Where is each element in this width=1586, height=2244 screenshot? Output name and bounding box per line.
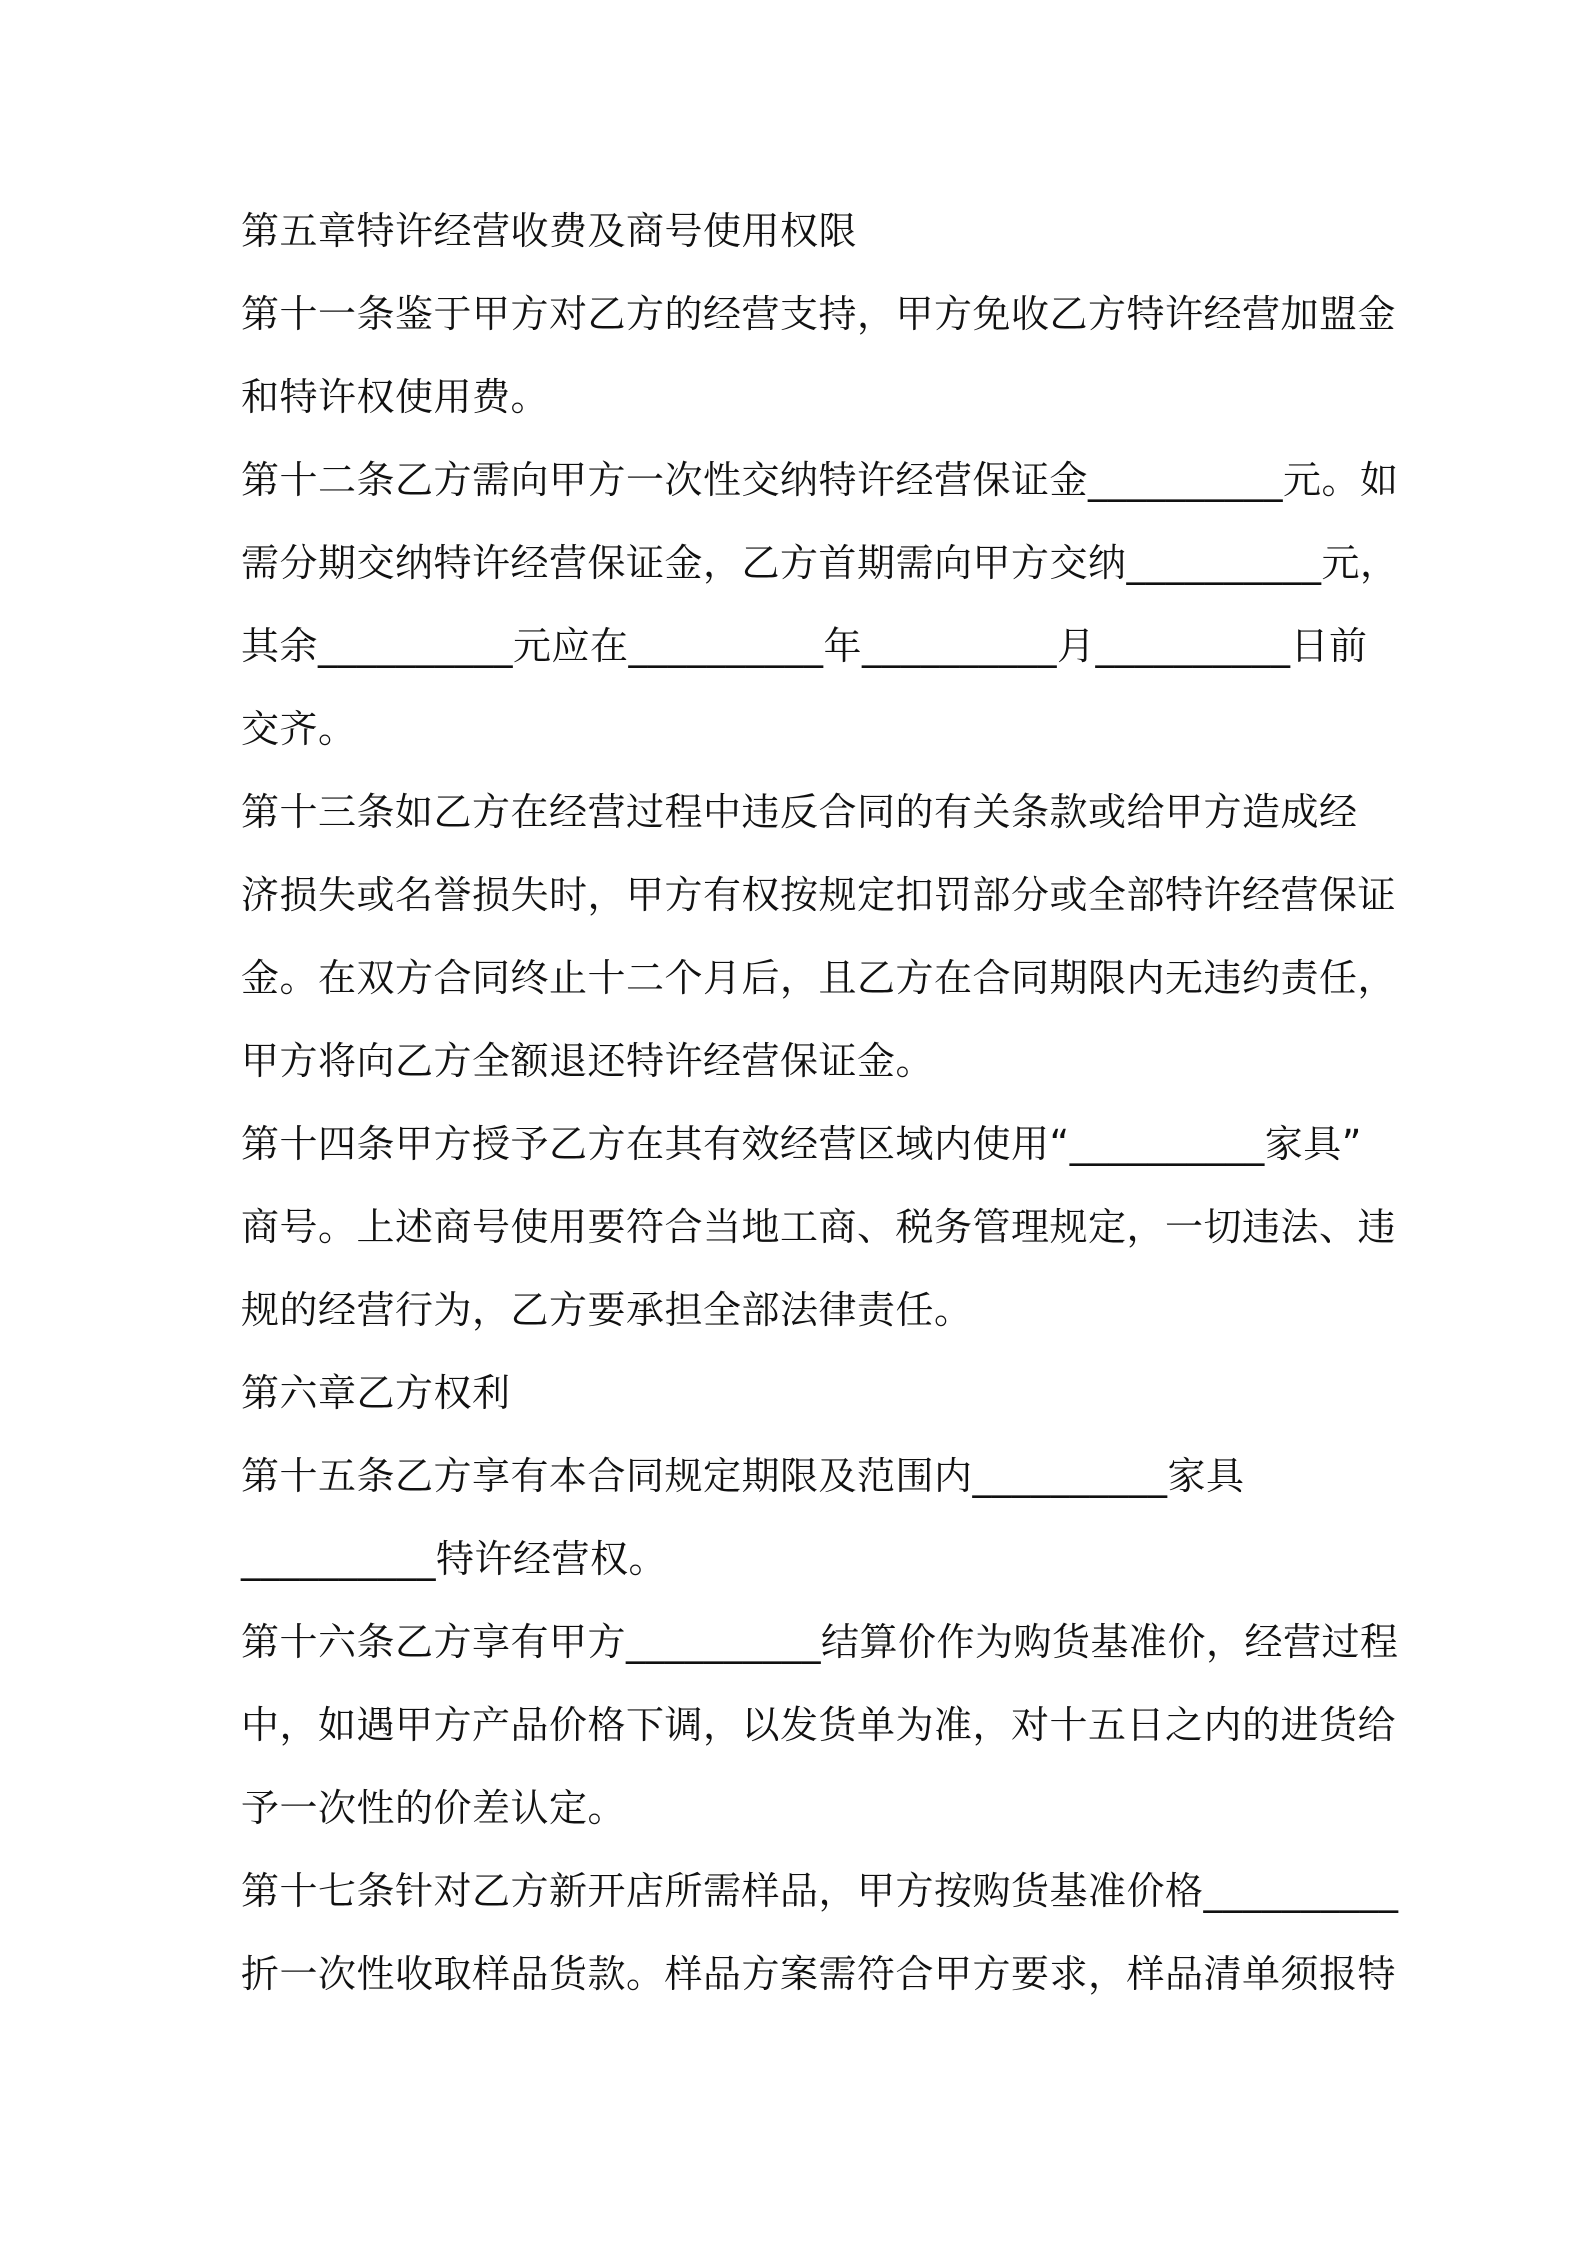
article-14-line-2: 商号。上述商号使用要符合当地工商、税务管理规定，一切违法、违 [241, 1205, 1397, 1249]
article-13-line-1: 第十三条如乙方在经营过程中违反合同的有关条款或给甲方造成经 [241, 790, 1358, 834]
article-15-line-1: 第十五条乙方享有本合同规定期限及范围内__________家具 [241, 1454, 1245, 1498]
chapter-5-heading: 第五章特许经营收费及商号使用权限 [241, 209, 858, 253]
article-15-line-2: __________特许经营权。 [241, 1537, 668, 1581]
article-12-line-4: 交齐。 [241, 707, 357, 751]
article-12-line-2: 需分期交纳特许经营保证金，乙方首期需向甲方交纳__________元， [241, 541, 1399, 585]
chapter-6-heading: 第六章乙方权利 [241, 1371, 511, 1415]
article-12-line-1: 第十二条乙方需向甲方一次性交纳特许经营保证金__________元。如 [241, 458, 1399, 502]
article-12-line-3: 其余__________元应在__________年__________月__________日前 [241, 624, 1368, 668]
article-11-line-1: 第十一条鉴于甲方对乙方的经营支持，甲方免收乙方特许经营加盟金 [241, 292, 1397, 336]
article-14-line-1: 第十四条甲方授予乙方在其有效经营区域内使用“__________家具” [241, 1122, 1362, 1166]
article-13-line-4: 甲方将向乙方全额退还特许经营保证金。 [241, 1039, 935, 1083]
article-16-line-1: 第十六条乙方享有甲方__________结算价作为购货基准价，经营过程 [241, 1620, 1399, 1664]
article-16-line-2: 中，如遇甲方产品价格下调，以发货单为准，对十五日之内的进货给 [241, 1703, 1397, 1747]
article-17-line-1: 第十七条针对乙方新开店所需样品，甲方按购货基准价格__________ [241, 1869, 1399, 1913]
article-14-line-3: 规的经营行为，乙方要承担全部法律责任。 [241, 1288, 973, 1332]
article-13-line-2: 济损失或名誉损失时，甲方有权按规定扣罚部分或全部特许经营保证 [241, 873, 1397, 917]
article-11-line-2: 和特许权使用费。 [241, 375, 550, 419]
article-16-line-3: 予一次性的价差认定。 [241, 1786, 627, 1830]
article-13-line-3: 金。在双方合同终止十二个月后，且乙方在合同期限内无违约责任， [241, 956, 1397, 1000]
article-17-line-2: 折一次性收取样品货款。样品方案需符合甲方要求，样品清单须报特 [241, 1952, 1397, 1996]
